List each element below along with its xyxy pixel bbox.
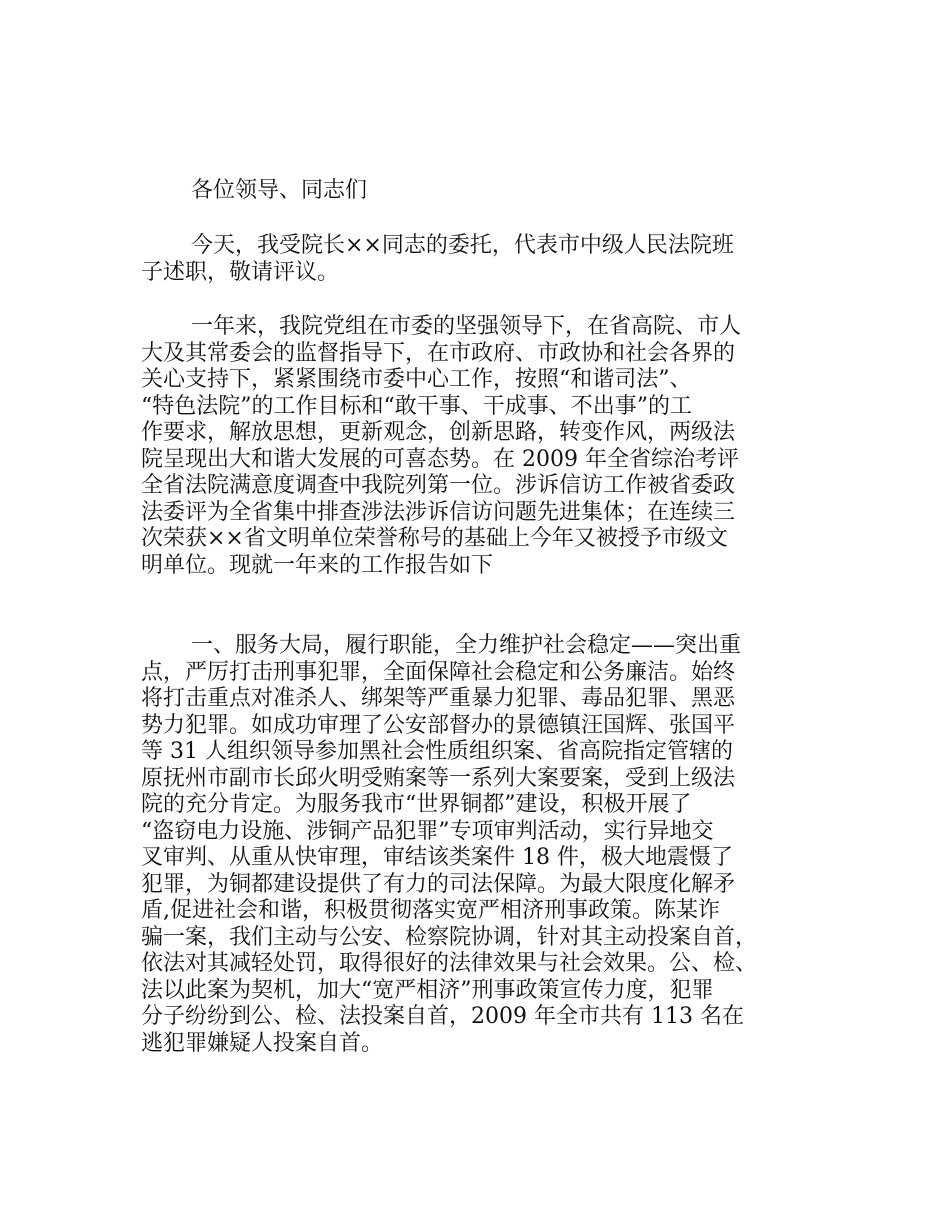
paragraph-line: 明单位。现就一年来的工作报告如下 [141, 552, 494, 578]
paragraph-line: 依法对其减轻处罚，取得很好的法律效果与社会效果。公、检、 [141, 951, 758, 976]
paragraph-line: 盾,促进社会和谐，积极贯彻落实宽严相济刑事政策。陈某诈 [141, 898, 720, 923]
paragraph-line: 叉审判、从重从快审理，审结该类案件 18 件，极大地震慑了 [141, 845, 733, 870]
paragraph-line: 分子纷纷到公、检、法投案自首，2009 年全市共有 113 名在 [141, 1004, 744, 1029]
paragraph-3 [141, 633, 831, 1057]
paragraph-line: 一年来，我院党组在市委的坚强领导下，在省高院、市人 [191, 314, 742, 339]
paragraph-line: 子述职，敬请评议。 [141, 259, 340, 285]
paragraph-1 [141, 233, 831, 286]
paragraph-line: 全省法院满意度调查中我院列第一位。涉诉信访工作被省委政 [141, 473, 736, 498]
paragraph-line: 等 31 人组织领导参加黑社会性质组织案、省高院指定管辖的 [141, 739, 733, 764]
paragraph-line: 一、服务大局，履行职能，全力维护社会稳定——突出重 [191, 633, 742, 658]
paragraph-line: 势力犯罪。如成功审理了公安部督办的景德镇汪国辉、张国平 [141, 712, 736, 738]
paragraph-line: 作要求，解放思想，更新观念，创新思路，转变作风，两级法 [141, 420, 736, 445]
paragraph-line: 今天，我受院长××同志的委托，代表市中级人民法院班 [191, 233, 734, 258]
salutation [141, 178, 831, 205]
paragraph-line: 骗一案，我们主动与公安、检察院协调，针对其主动投案自首， [141, 924, 758, 950]
paragraph-line: 次荣获××省文明单位荣誉称号的基础上今年又被授予市级文 [141, 526, 728, 551]
paragraph-line: 法以此案为契机，加大“宽严相济”刑事政策宣传力度，犯罪 [141, 977, 714, 1003]
paragraph-line: 逃犯罪嫌疑人投案自首。 [141, 1030, 384, 1056]
paragraph-line: 原抚州市副市长邱火明受贿案等一系列大案要案，受到上级法 [141, 765, 736, 791]
salutation-line: 各位领导、同志们 [191, 178, 368, 203]
paragraph-line: 法委评为全省集中排查涉法涉诉信访问题先进集体；在连续三 [141, 499, 736, 525]
paragraph-line: 大及其常委会的监督指导下，在市政府、市政协和社会各界的 [141, 340, 736, 366]
paragraph-line: 院呈现出大和谐大发展的可喜态势。在 2009 年全省综治考评 [141, 446, 739, 472]
paragraph-line: “特色法院”的工作目标和“敢干事、干成事、不出事”的工 [141, 393, 692, 419]
paragraph-line: 将打击重点对准杀人、绑架等严重暴力犯罪、毒品犯罪、黑恶 [141, 686, 736, 711]
paragraph-line: “盗窃电力设施、涉铜产品犯罪”专项审判活动，实行异地交 [141, 818, 714, 844]
paragraph-2 [141, 314, 831, 579]
paragraph-line: 院的充分肯定。为服务我市“世界铜都”建设，积极开展了 [141, 792, 692, 817]
paragraph-line: 点，严厉打击刑事犯罪，全面保障社会稳定和公务廉洁。始终 [141, 659, 736, 685]
paragraph-line: 关心支持下，紧紧围绕市委中心工作，按照“和谐司法”、 [141, 367, 692, 392]
paragraph-line: 犯罪，为铜都建设提供了有力的司法保障。为最大限度化解矛 [141, 871, 736, 897]
